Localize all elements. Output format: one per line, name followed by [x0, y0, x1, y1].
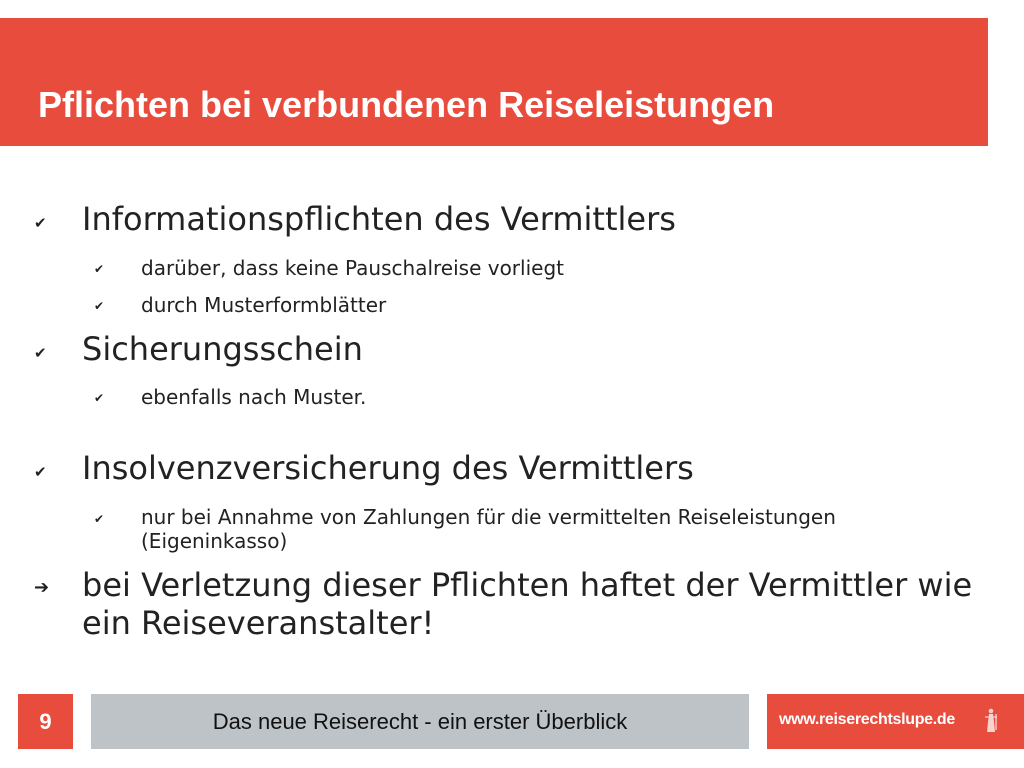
check-icon: ✔ [34, 463, 47, 481]
justitia-logo-icon [984, 708, 998, 738]
footer-url-link[interactable]: www.reiserechtslupe.de [779, 711, 955, 728]
check-icon: ✔ [34, 344, 47, 362]
bullet-text: darüber, dass keine Pauschalreise vorliegt [141, 256, 564, 280]
bullet-text: Insolvenzversicherung des Vermittlers [82, 449, 694, 487]
arrow-right-icon: ➔ [34, 577, 50, 598]
bullet-text: durch Musterformblätter [141, 293, 387, 317]
page-number: 9 [18, 694, 73, 749]
bullet-text: nur bei Annahme von Zahlungen für die vermittelten Reiseleistungen (Eigeninkasso) [141, 505, 836, 553]
bullet-text: Sicherungsschein [82, 330, 363, 368]
check-icon: ✔ [94, 262, 105, 276]
bullet-text: bei Verletzung dieser Pflichten haftet der Vermittler wie ein Reiseveranstalter! [82, 566, 973, 642]
check-icon: ✔ [94, 391, 105, 405]
footer-title: Das neue Reiserecht - ein erster Überblick [91, 694, 749, 749]
check-icon: ✔ [94, 299, 105, 313]
check-icon: ✔ [34, 214, 47, 232]
bullet-text: Informationspflichten des Vermittlers [82, 200, 676, 238]
slide-title: Pflichten bei verbundenen Reiseleistungen [38, 84, 775, 125]
bullet-text: ebenfalls nach Muster. [141, 385, 367, 409]
footer-brand [767, 694, 1024, 749]
check-icon: ✔ [94, 512, 105, 526]
